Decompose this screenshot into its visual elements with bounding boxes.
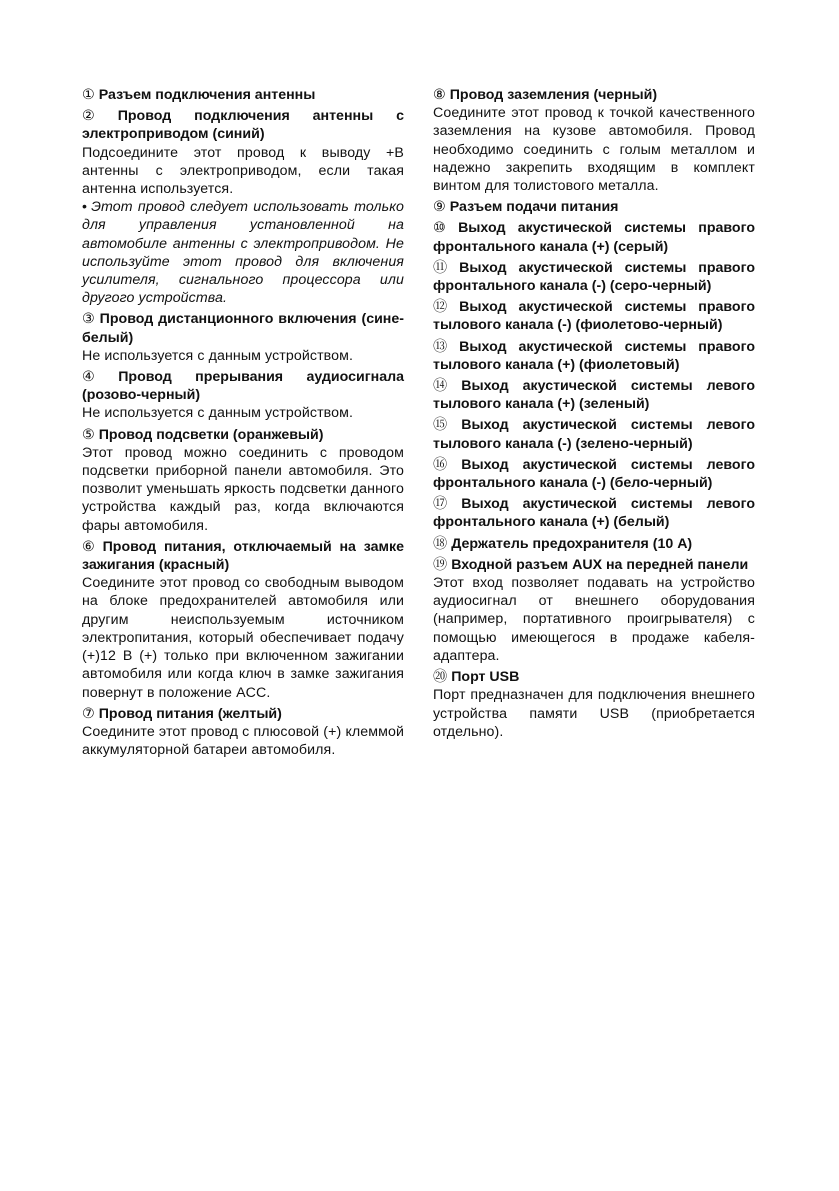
- section-item: [433, 338, 755, 374]
- section-heading: [433, 535, 755, 553]
- section-number: ①: [82, 87, 95, 103]
- section-number: ⑭: [433, 378, 458, 395]
- section-heading: [433, 556, 755, 574]
- section-heading: [433, 198, 755, 216]
- note-text: Этот провод следует использовать только для управления установленной на автомобиле антенны с электроприводом. Не используйте этот провод для включения усилителя, сигнального процессора или другого устройства.: [82, 199, 404, 307]
- left-column: [82, 86, 404, 762]
- section-title: Провод подсветки (оранжевый): [98, 426, 324, 443]
- section-heading: [433, 377, 755, 413]
- section-number: ⑨: [433, 199, 446, 216]
- section-heading: [433, 259, 755, 295]
- section-title: Выход акустической системы левого фронтального канала (+) (белый): [433, 496, 755, 531]
- section-number: ⑧: [433, 87, 446, 103]
- section-number: ②: [82, 108, 114, 125]
- section-item: [433, 219, 755, 255]
- section-item: [433, 198, 755, 216]
- section-number: ③: [82, 311, 96, 328]
- section-item: [82, 86, 404, 104]
- section-title: Разъем подачи питания: [449, 199, 619, 216]
- section-title: Выход акустической системы левого фронтального канала (-) (бело-черный): [433, 456, 755, 492]
- section-heading: [433, 338, 755, 374]
- section-body: Этот вход позволяет подавать на устройство аудиосигнал от внешнего оборудования (например, портативного проигрывателя) с помощью имеющегося в продаже кабеля-адаптера.: [433, 575, 755, 664]
- section-number: ⑩: [433, 220, 455, 237]
- section-body: Не используется с данным устройством.: [82, 405, 354, 422]
- section-heading: [433, 495, 755, 531]
- section-body: Подсоедините этот провод к выводу +B антенны с электроприводом, если такая антенна используется.: [82, 144, 404, 198]
- section-item: [433, 495, 755, 531]
- section-title: Провод дистанционного включения (сине-белый): [82, 311, 404, 346]
- section-heading: [433, 298, 755, 334]
- section-title: Провод заземления (черный): [449, 87, 658, 103]
- section-body: Соедините этот провод к точкой качественного заземления на кузове автомобиля. Провод необходимо соединить с голым металлом и надежно закрепить входящим в комплект винтом для толистового металла.: [433, 105, 755, 195]
- section-number: ⑤: [82, 426, 95, 443]
- section-number: ⑳: [433, 669, 448, 686]
- section-item: [433, 535, 755, 553]
- section-heading: [82, 310, 404, 346]
- section-heading: [433, 86, 755, 104]
- section-body: Порт предназначен для подключения внешнего устройства памяти USB (приобретается отдельно).: [433, 687, 755, 740]
- section-item: [433, 377, 755, 413]
- section-heading: [433, 456, 755, 492]
- section-title: Выход акустической системы правого тылового канала (-) (фиолетово-черный): [433, 299, 755, 334]
- section-title: Выход акустической системы правого тылового канала (+) (фиолетовый): [433, 338, 755, 373]
- section-item: [433, 86, 755, 195]
- section-item: [433, 456, 755, 492]
- section-number: ⑦: [82, 705, 95, 722]
- section-number: ④: [82, 369, 115, 386]
- bullet-icon: •: [82, 199, 88, 216]
- section-number: ⑫: [433, 299, 456, 316]
- section-title: Держатель предохранителя (10 A): [451, 535, 693, 552]
- section-title: Порт USB: [451, 669, 520, 686]
- section-heading: [82, 538, 404, 574]
- section-item: [433, 668, 755, 741]
- section-body: Соедините этот провод с плюсовой (+) клеммой аккумуляторной батареи автомобиля.: [82, 723, 404, 759]
- section-item: [82, 538, 404, 702]
- section-title: Разъем подключения антенны: [98, 87, 316, 103]
- section-heading: [82, 86, 404, 104]
- right-column: [433, 86, 755, 744]
- section-number: ⑯: [433, 456, 458, 473]
- section-item: [82, 107, 404, 307]
- section-item: [433, 259, 755, 295]
- section-heading: [433, 668, 755, 686]
- section-item: [433, 556, 755, 665]
- section-heading: [82, 368, 404, 404]
- section-number: ⑬: [433, 338, 456, 355]
- section-body: Соедините этот провод со свободным выводом на блоке предохранителей автомобиля или другим неиспользуемым источником электропитания, который обеспечивает подачу (+)12 В (+) только при включенном зажигании автомобиля или когда ключ в замке зажигания повернут в положение ACC.: [82, 575, 404, 701]
- section-number: ⑮: [433, 417, 458, 434]
- section-number: ⑪: [433, 259, 456, 276]
- section-heading: [82, 426, 404, 444]
- section-title: Входной разъем AUX на передней панели: [451, 556, 749, 573]
- section-item: [433, 298, 755, 334]
- section-heading: [82, 705, 404, 723]
- section-item: [82, 426, 404, 535]
- section-item: [82, 368, 404, 423]
- section-number: ⑲: [433, 556, 448, 573]
- section-item: [82, 705, 404, 760]
- section-title: Провод подключения антенны с электроприводом (синий): [82, 108, 404, 143]
- section-title: Выход акустической системы правого фронтального канала (-) (серо-черный): [433, 259, 755, 295]
- section-heading: [433, 219, 755, 255]
- section-title: Провод питания, отключаемый на замке зажигания (красный): [82, 538, 404, 574]
- section-title: Выход акустической системы правого фронтального канала (+) (серый): [433, 220, 755, 255]
- section-heading: [433, 416, 755, 452]
- section-title: Провод питания (желтый): [98, 705, 282, 722]
- section-number: ⑰: [433, 496, 458, 513]
- section-item: [82, 310, 404, 365]
- section-title: Выход акустической системы левого тылового канала (+) (зеленый): [433, 378, 755, 413]
- section-number: ⑱: [433, 535, 448, 552]
- section-body: Этот провод можно соединить с проводом подсветки приборной панели автомобиля. Это позволит уменьшать яркость подсветки данного устройства каждый раз, когда включаются фары автомобиля.: [82, 444, 404, 534]
- section-number: ⑥: [82, 538, 99, 555]
- section-title: Провод прерывания аудиосигнала (розово-черный): [82, 369, 404, 404]
- section-heading: [82, 107, 404, 143]
- section-item: [433, 416, 755, 452]
- section-body: Не используется с данным устройством.: [82, 347, 354, 364]
- section-note: [82, 198, 404, 307]
- section-title: Выход акустической системы левого тылового канала (-) (зелено-черный): [433, 417, 755, 452]
